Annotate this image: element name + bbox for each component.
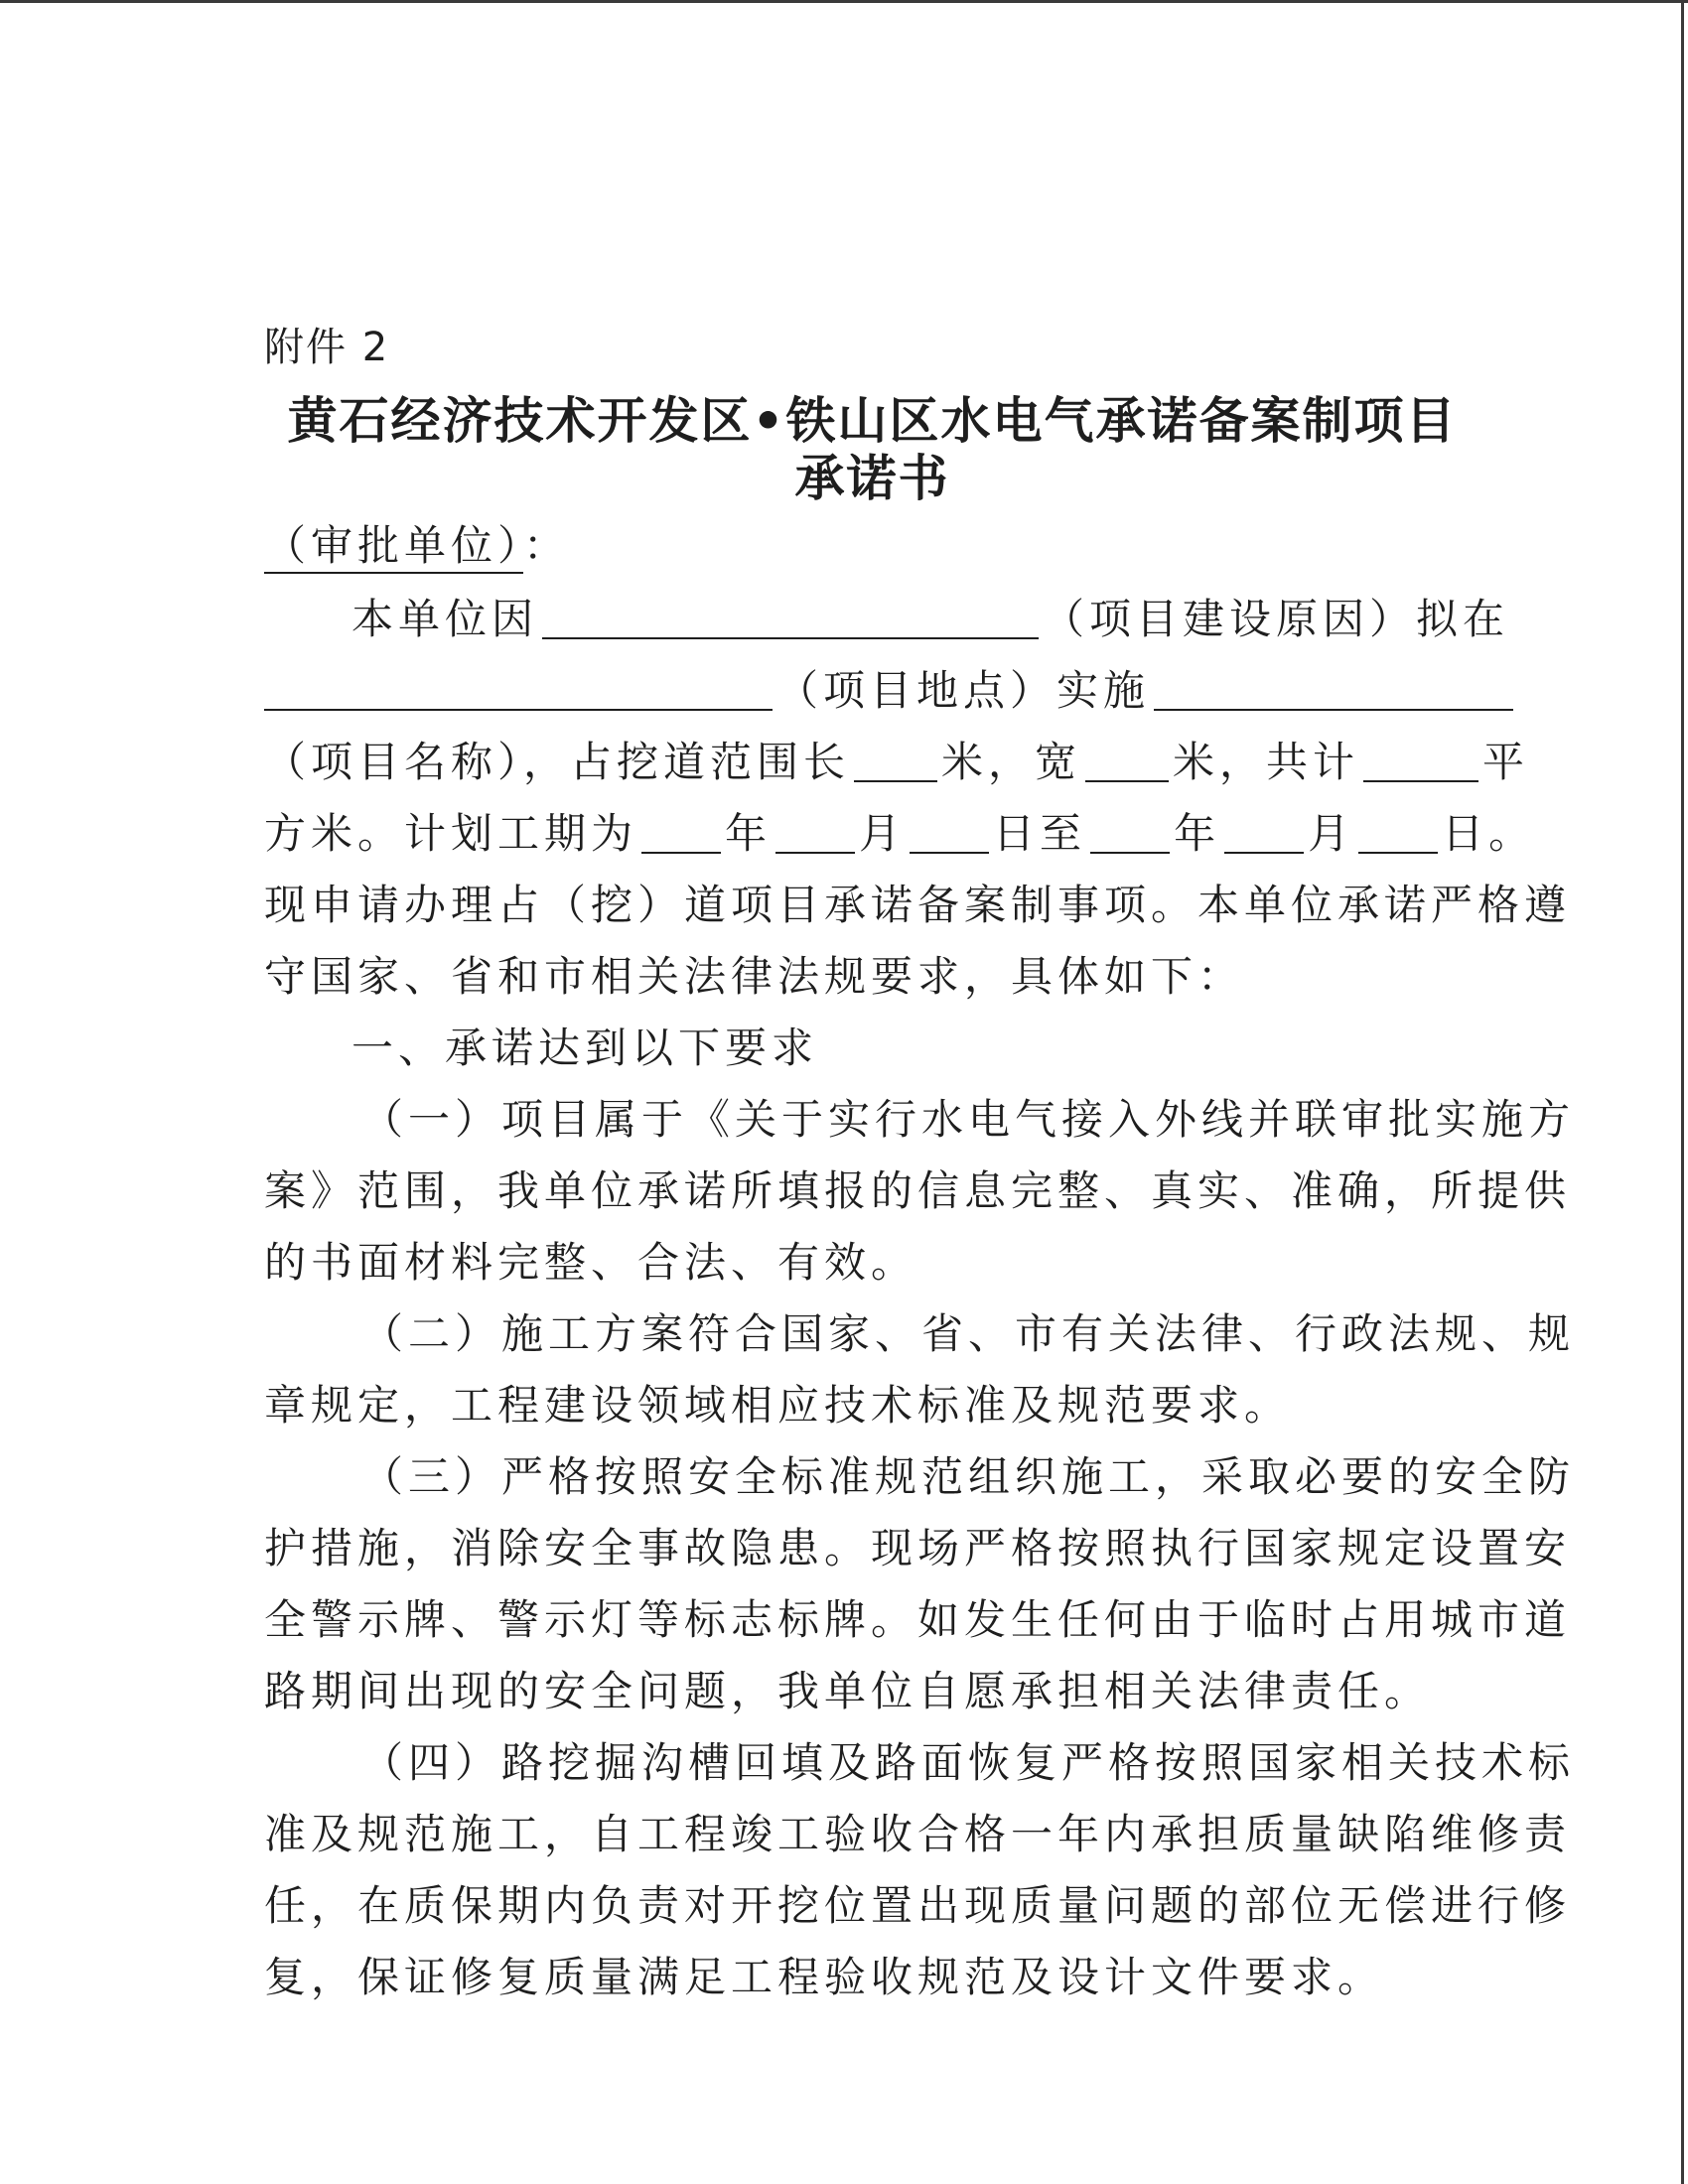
body-text: 日。 <box>1442 809 1536 858</box>
blank-width[interactable] <box>1085 739 1169 782</box>
document-title-line-2: 承诺书 <box>794 449 950 507</box>
addressee: （审批单位） <box>264 521 523 574</box>
body-line-4 <box>264 806 1536 866</box>
body-line-3 <box>264 735 1530 794</box>
document-page <box>264 0 1576 2184</box>
item-1-line-3: 的书面材料完整、合法、有效。 <box>264 1238 918 1287</box>
item-3-line-1: （三）严格按照安全标准规范组织施工，采取必要的安全防 <box>361 1452 1576 1501</box>
blank-start-year[interactable] <box>641 810 721 854</box>
section-1-heading: 一、承诺达到以下要求 <box>352 1024 819 1072</box>
body-text: 月 <box>1308 809 1355 858</box>
body-text: 平 <box>1482 738 1530 786</box>
attachment-label: 附件 2 <box>264 325 390 370</box>
body-text: 日至 <box>993 809 1087 858</box>
blank-project-reason[interactable] <box>542 596 1039 639</box>
body-line-1 <box>264 592 1510 651</box>
item-4-line-3: 任，在质保期内负责对开挖位置出现质量问题的部位无偿进行修 <box>264 1881 1572 1930</box>
blank-project-location[interactable] <box>264 667 773 711</box>
blank-end-year[interactable] <box>1090 810 1170 854</box>
body-line-5: 现申请办理占（挖）道项目承诺备案制事项。本单位承诺严格遵 <box>264 881 1572 929</box>
scan-edge-right <box>1681 0 1684 2184</box>
item-3-line-4: 路期间出现的安全问题，我单位自愿承担相关法律责任。 <box>264 1667 1432 1715</box>
blank-project-name[interactable] <box>1154 667 1513 711</box>
document-title-line-1: 黄石经济技术开发区•铁山区水电气承诺备案制项目 <box>287 391 1458 450</box>
blank-start-month[interactable] <box>775 810 855 854</box>
blank-end-day[interactable] <box>1358 810 1438 854</box>
body-text: （项目地点）实施 <box>776 666 1151 715</box>
item-1-line-2: 案》范围，我单位承诺所填报的信息完整、真实、准确，所提供 <box>264 1166 1572 1215</box>
item-4-line-4: 复，保证修复质量满足工程验收规范及设计文件要求。 <box>264 1953 1385 2001</box>
item-4-line-2: 准及规范施工，自工程竣工验收合格一年内承担质量缺陷维修责 <box>264 1810 1572 1858</box>
blank-start-day[interactable] <box>910 810 989 854</box>
body-text: （项目建设原因）拟在 <box>1043 595 1510 643</box>
item-2-line-2: 章规定，工程建设领域相应技术标准及规范要求。 <box>264 1381 1292 1430</box>
item-3-line-2: 护措施，消除安全事故隐患。现场严格按照执行国家规定设置安 <box>264 1524 1572 1572</box>
addressee-line <box>264 518 1480 578</box>
body-line-2 <box>264 663 1480 723</box>
blank-total-area[interactable] <box>1363 739 1478 782</box>
blank-length[interactable] <box>854 739 937 782</box>
body-text: 本单位因 <box>352 595 539 643</box>
addressee-colon: ： <box>523 521 571 570</box>
body-text: 米，共计 <box>1173 738 1360 786</box>
item-3-line-3: 全警示牌、警示灯等标志标牌。如发生任何由于临时占用城市道 <box>264 1595 1572 1644</box>
item-4-line-1: （四）路挖掘沟槽回填及路面恢复严格按照国家相关技术标 <box>361 1738 1576 1787</box>
body-line-6: 守国家、省和市相关法律法规要求，具体如下： <box>264 952 1245 1001</box>
item-2-line-1: （二）施工方案符合国家、省、市有关法律、行政法规、规 <box>361 1309 1576 1358</box>
body-text: 米，宽 <box>941 738 1082 786</box>
item-1-line-1: （一）项目属于《关于实行水电气接入外线并联审批实施方 <box>361 1095 1576 1144</box>
body-text: 月 <box>859 809 907 858</box>
body-text: 方米。计划工期为 <box>264 809 638 858</box>
body-text: 年 <box>1174 809 1221 858</box>
blank-end-month[interactable] <box>1224 810 1304 854</box>
body-text: 年 <box>725 809 773 858</box>
body-text: （项目名称），占挖道范围长 <box>264 738 851 786</box>
